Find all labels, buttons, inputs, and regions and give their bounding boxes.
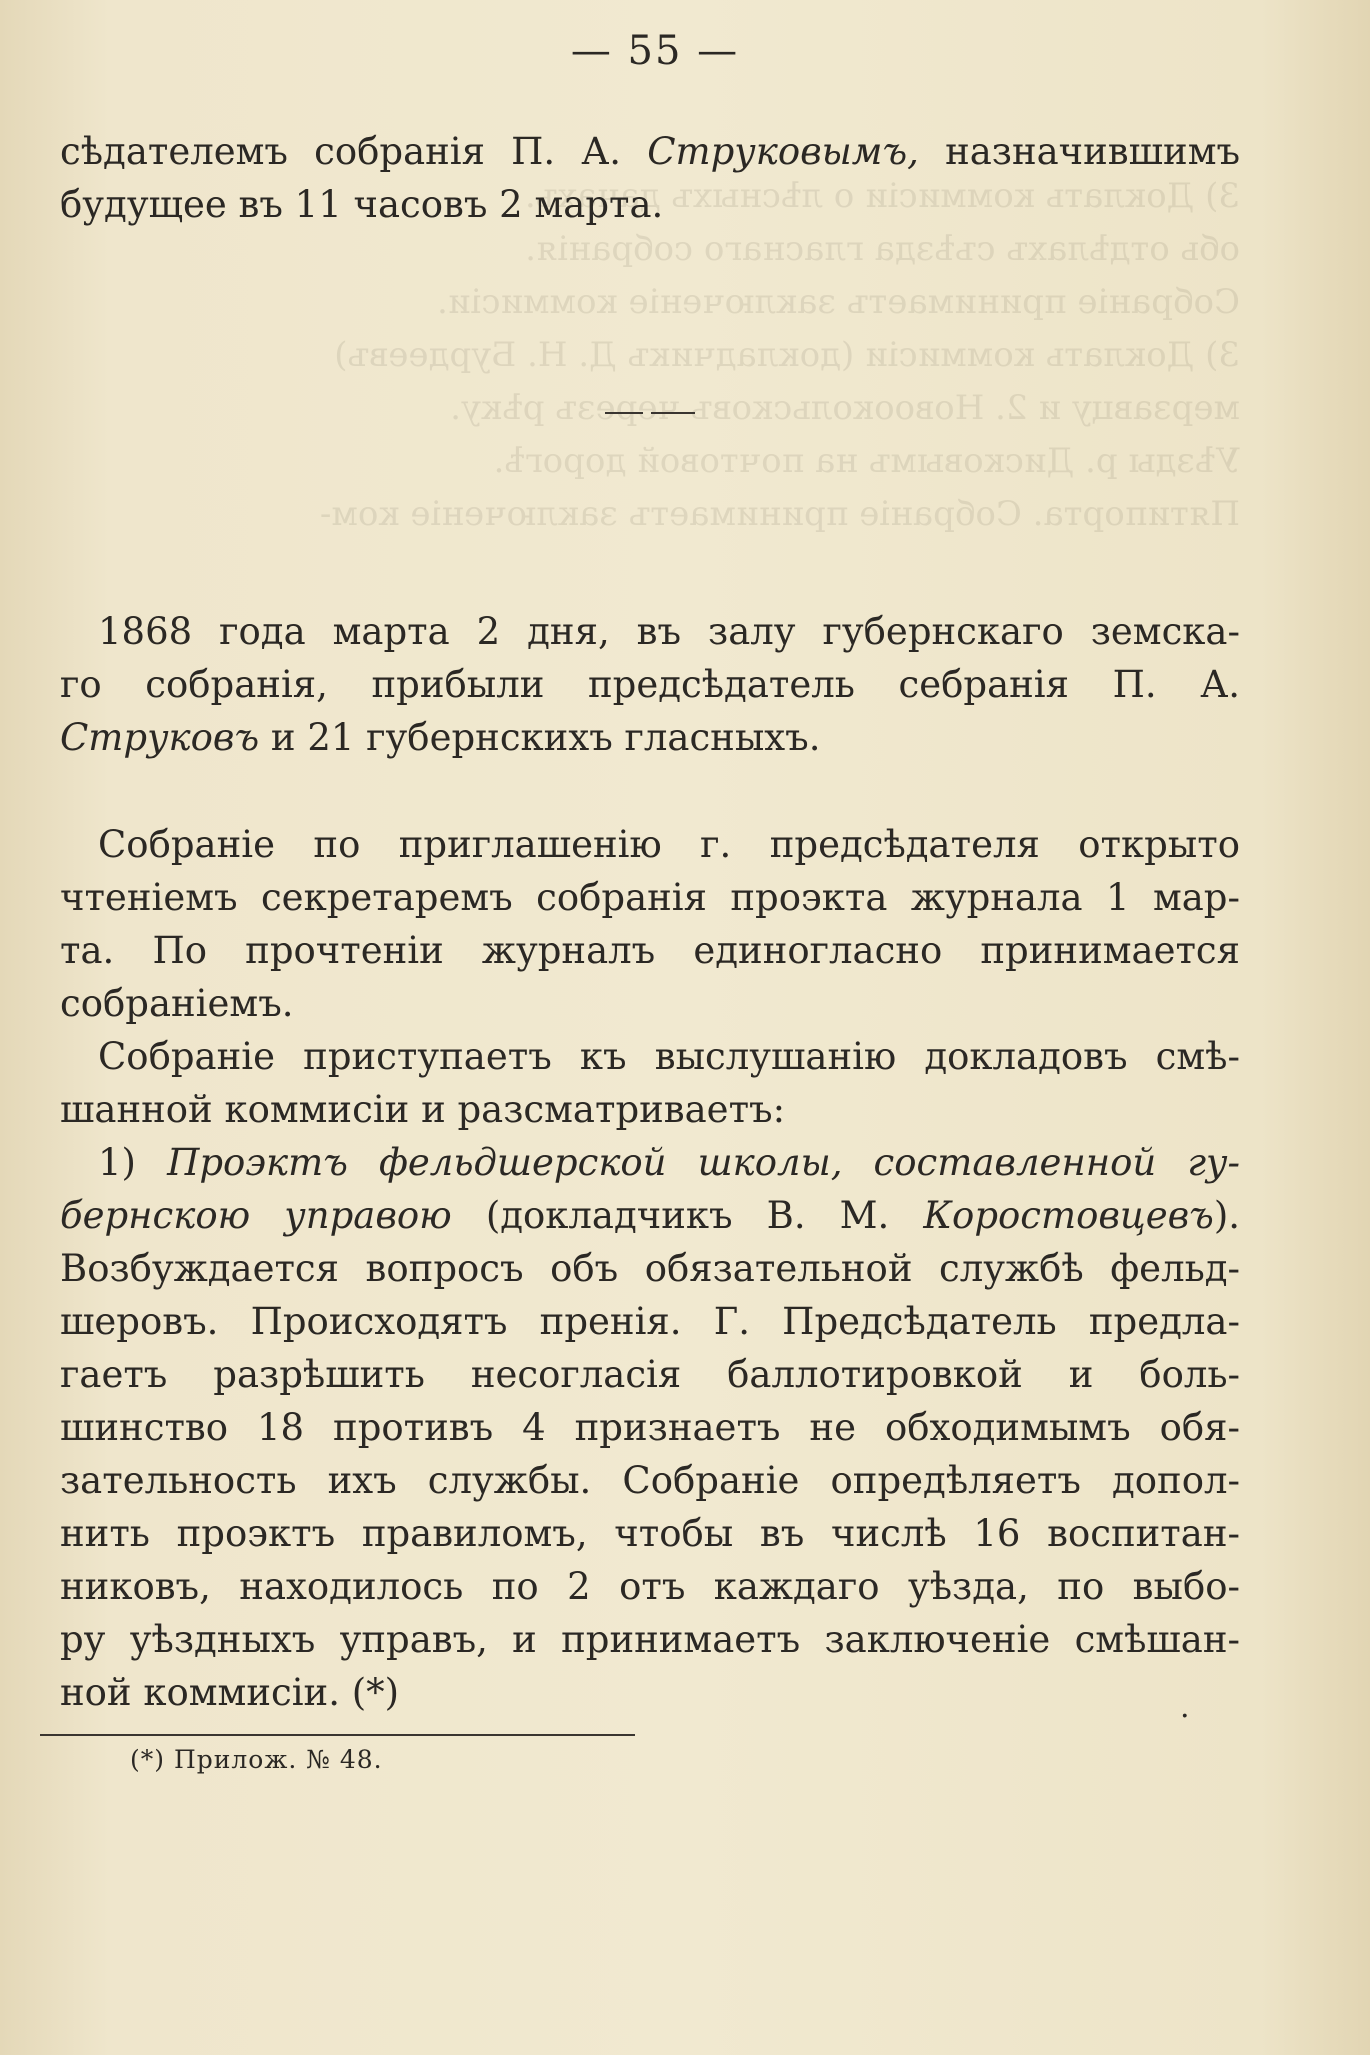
text-span: сѣдателемъ собранія П. А. bbox=[60, 130, 622, 173]
text-line bbox=[60, 711, 1240, 764]
text-line: собраніемъ. bbox=[60, 982, 294, 1025]
name-italic: Струковымъ, bbox=[647, 130, 919, 173]
stray-mark: . bbox=[1180, 1690, 1190, 1725]
bleed-through-text: 3) Доклать коммисіи о лѣсныхъ дачахъ. обь отдѣлахъ съѣзда гласнаго собранія. Собраніе принимаетъ заключеніе коммисіи. 3) Доклать коммисіи (докладчикъ Д. Н. Бурдеевъ) мерзавцу и 2. Новоокольсковъ черезъ рѣку. Уѣзды р. Дисковымъ на почтовой дорогѣ. Пятипорта. Собраніе принимаетъ заключеніе ком- bbox=[319, 176, 1240, 534]
text-line bbox=[60, 125, 1240, 178]
section-separator bbox=[605, 412, 695, 417]
top-paragraph bbox=[60, 125, 1240, 231]
text-line: зательность ихъ службы. Собраніе опредѣляетъ допол- bbox=[60, 1459, 1240, 1502]
text-line: чтеніемъ секретаремъ собранія проэкта журнала 1 мар- bbox=[60, 876, 1240, 919]
text-line: будущее въ 11 часовъ 2 марта. bbox=[60, 183, 664, 226]
text-line: шеровъ. Происходятъ пренія. Г. Предсѣдатель предла- bbox=[60, 1300, 1240, 1343]
item-title-line bbox=[60, 1189, 1240, 1242]
reporter-prefix: (докладчикъ В. М. bbox=[485, 1194, 890, 1237]
text-line: 1868 года марта 2 дня, въ залу губернскаго земска- bbox=[98, 610, 1240, 653]
session-paragraph bbox=[60, 605, 1240, 764]
item-title-italic: бернскою управою bbox=[60, 1194, 452, 1237]
text-line: Собраніе по приглашенію г. предсѣдателя открыто bbox=[98, 823, 1240, 866]
reporter-suffix: ). bbox=[1213, 1194, 1241, 1237]
reading-paragraph bbox=[60, 818, 1240, 1719]
name-italic: Струковъ bbox=[60, 716, 260, 759]
reporter-name-italic: Коростовцевъ bbox=[923, 1194, 1214, 1237]
text-line: го собранія, прибыли предсѣдатель себранія П. А. bbox=[60, 663, 1240, 706]
text-span: и 21 губернскихъ гласныхъ. bbox=[270, 716, 821, 759]
item-title-line bbox=[60, 1136, 1240, 1189]
text-line: никовъ, находилось по 2 отъ каждаго уѣзда, по выбо- bbox=[60, 1565, 1240, 1608]
item-title-italic: Проэктъ фельдшерской школы, составленной гу- bbox=[167, 1141, 1241, 1184]
text-span: назначившимъ bbox=[945, 130, 1241, 173]
footnote: (*) Прилож. № 48. bbox=[130, 1745, 383, 1774]
text-line: Возбуждается вопросъ объ обязательной службѣ фельд- bbox=[60, 1247, 1240, 1290]
text-line: шинство 18 противъ 4 признаетъ не обходимымъ обя- bbox=[60, 1406, 1240, 1449]
item-number: 1) bbox=[98, 1141, 136, 1184]
page-number: — 55 — bbox=[570, 28, 740, 74]
text-line: шанной коммисіи и разсматриваетъ: bbox=[60, 1088, 786, 1131]
text-line: гаетъ разрѣшить несогласія баллотировкой и боль- bbox=[60, 1353, 1240, 1396]
text-line: Собраніе приступаетъ къ выслушанію докладовъ смѣ- bbox=[98, 1035, 1240, 1078]
text-line: та. По прочтеніи журналъ единогласно принимается bbox=[60, 929, 1240, 972]
footnote-rule bbox=[40, 1734, 635, 1736]
text-line: ру уѣздныхъ управъ, и принимаетъ заключеніе смѣшан- bbox=[60, 1618, 1240, 1661]
text-line: нить проэктъ правиломъ, чтобы въ числѣ 16 воспитан- bbox=[60, 1512, 1240, 1555]
text-line: ной коммисіи. (*) bbox=[60, 1671, 400, 1714]
